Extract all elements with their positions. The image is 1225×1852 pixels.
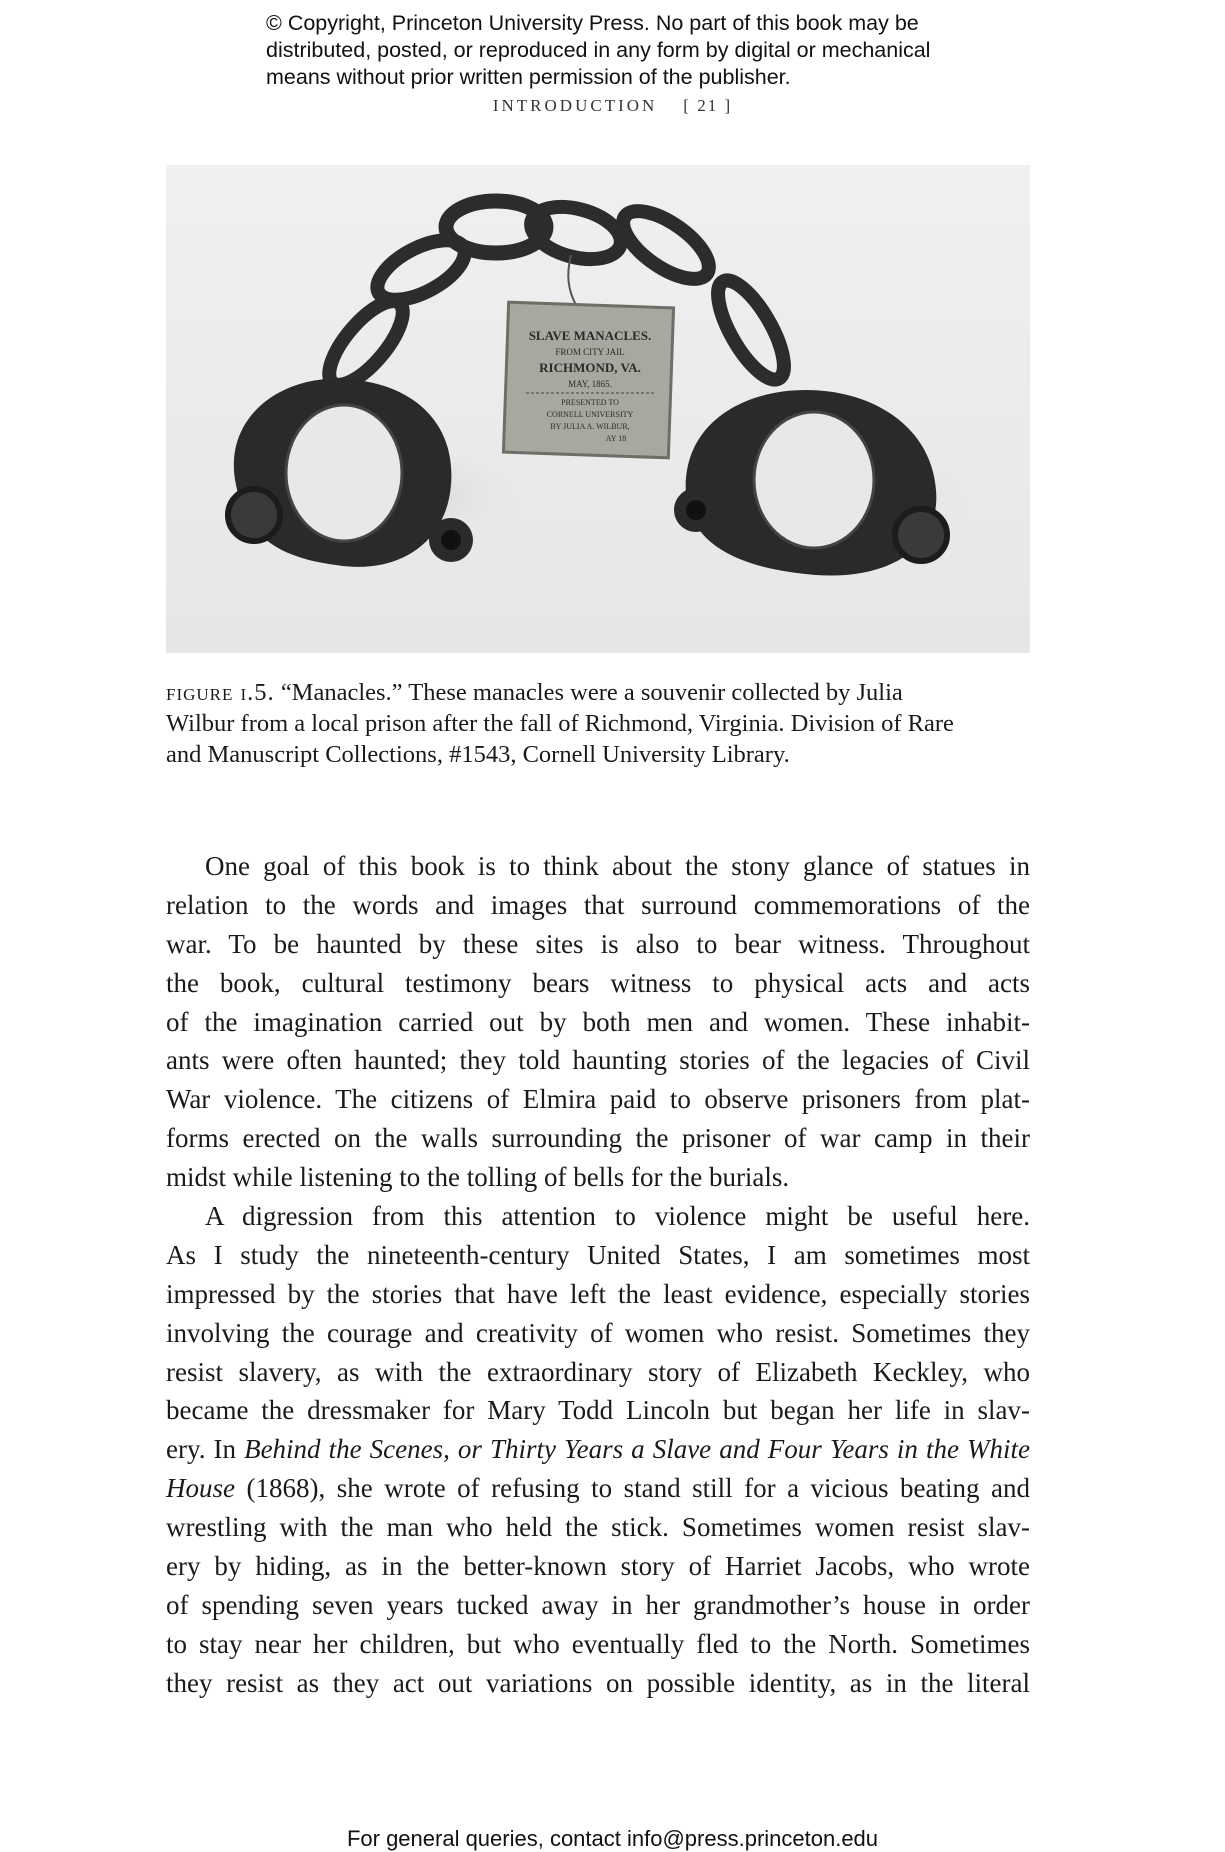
page-number: [ 21 ]	[683, 96, 733, 115]
text-line: A digression from this attention to violence might be useful here.	[205, 1201, 1030, 1232]
text-line: involving the courage and creativity of women who resist. Sometimes they	[166, 1317, 1030, 1348]
text-line: ery by hiding, as in the better-known story of Harriet Jacobs, who wrote	[166, 1551, 1030, 1582]
caption-line: and Manuscript Collections, #1543, Cornell University Library.	[166, 741, 790, 768]
text-line: of the imagination carried out by both men and women. These inhabit-	[166, 1006, 1030, 1037]
text-line: resist slavery, as with the extraordinary story of Elizabeth Keckley, who	[166, 1356, 1030, 1387]
text-line: forms erected on the walls surrounding the prisoner of war camp in their	[166, 1123, 1030, 1154]
chain-link	[612, 198, 719, 291]
caption-text: “Manacles.” These manacles were a souvenir collected by Julia	[274, 679, 903, 706]
caption-line	[166, 677, 1036, 708]
caption-line: Wilbur from a local prison after the fall of Richmond, Virginia. Division of Rare	[166, 710, 954, 737]
text-line: relation to the words and images that surround commemorations of the	[166, 889, 1030, 920]
text-line: midst while listening to the tolling of bells for the burials.	[166, 1162, 790, 1193]
figure-label: figure i.5.	[166, 679, 275, 706]
manacles-photograph	[166, 165, 1030, 653]
text-line: the book, cultural testimony bears witness to physical acts and acts	[166, 967, 1030, 998]
copyright-line: means without prior written permission of the publisher.	[266, 65, 791, 89]
manacles-illustration	[166, 165, 1030, 653]
book-title: Behind the Scenes, or Thirty Years a Slave and Four Years in the White	[244, 1434, 1030, 1465]
text-line: of spending seven years tucked away in her grandmother’s house in order	[166, 1589, 1030, 1620]
left-cuff	[228, 379, 473, 567]
tag-text: PRESENTED TO	[561, 398, 619, 407]
chain-link	[706, 272, 797, 389]
text-run: (1868), she wrote of refusing to stand still for a vicious beating and	[235, 1473, 1030, 1504]
copyright-notice	[266, 10, 966, 91]
body-text	[166, 847, 1030, 1703]
tag-text: CORNELL UNIVERSITY	[546, 410, 634, 419]
copyright-line: © Copyright, Princeton University Press. No part of this book may be	[266, 11, 919, 35]
text-line: wrestling with the man who held the stick. Sometimes women resist slav-	[166, 1512, 1030, 1543]
right-cuff	[674, 390, 947, 576]
text-line: As I study the nineteenth-century United States, I am sometimes most	[166, 1239, 1030, 1270]
tag-text: SLAVE MANACLES.	[528, 328, 652, 343]
book-title: House	[166, 1473, 235, 1504]
text-line	[166, 1469, 1030, 1508]
paragraph-1	[166, 847, 1030, 1197]
text-line: ants were often haunted; they told haunting stories of the legacies of Civil	[166, 1045, 1030, 1076]
text-line: to stay near her children, but who eventually fled to the North. Sometimes	[166, 1628, 1030, 1659]
running-head	[0, 96, 1225, 116]
tag-text: FROM CITY JAIL	[555, 347, 625, 357]
text-line: One goal of this book is to think about the stony glance of statues in	[205, 851, 1030, 881]
text-run: ery. In	[166, 1434, 245, 1465]
section-title: INTRODUCTION	[492, 96, 658, 115]
text-line: became the dressmaker for Mary Todd Lincoln but began her life in slav-	[166, 1395, 1030, 1426]
text-line: War violence. The citizens of Elmira paid to observe prisoners from plat-	[166, 1084, 1030, 1115]
footer-contact: For general queries, contact info@press.princeton.edu	[346, 1826, 879, 1851]
text-line: impressed by the stories that have left the least evidence, especially stories	[166, 1278, 1030, 1309]
manacles-tag	[503, 302, 673, 458]
tag-text: MAY, 1865.	[568, 379, 612, 389]
copyright-line: distributed, posted, or reproduced in any form by digital or mechanical	[266, 38, 931, 62]
text-line: war. To be haunted by these sites is also to bear witness. Throughout	[166, 928, 1030, 959]
text-line: they resist as they act out variations on possible identity, as in the literal	[166, 1667, 1030, 1698]
text-line	[166, 1430, 1030, 1469]
tag-text: RICHMOND, VA.	[539, 360, 641, 375]
paragraph-2	[166, 1197, 1030, 1703]
tag-text: BY JULIA A. WILBUR,	[550, 422, 630, 431]
tag-text: AY 18	[605, 434, 627, 443]
figure-caption	[166, 677, 1036, 770]
chain-link	[525, 198, 626, 268]
